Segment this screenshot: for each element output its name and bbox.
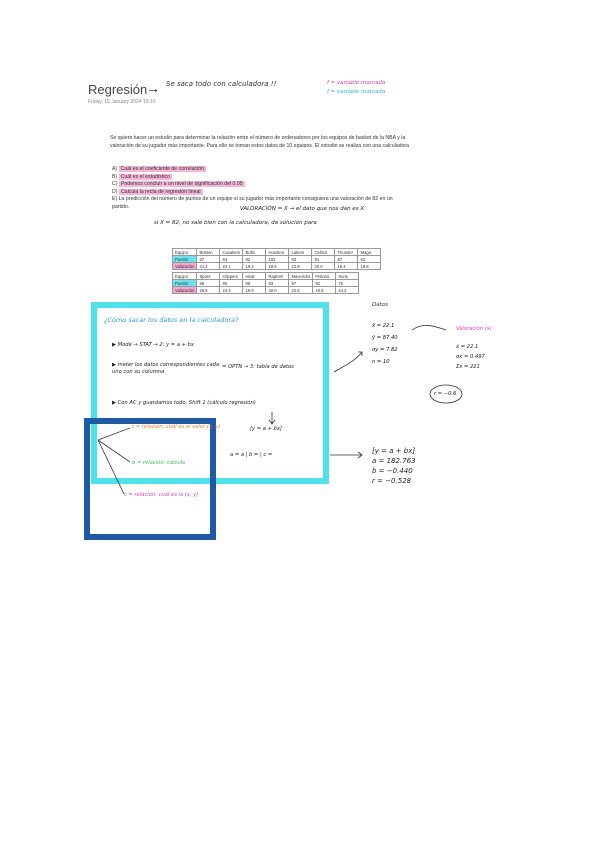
- equation-a: a = 182.763: [372, 457, 416, 465]
- equation-main: [y = a + bx]: [372, 447, 416, 455]
- result-line: σy = 7.82: [372, 347, 398, 353]
- valoracion-label: Valoración (x): [456, 326, 492, 332]
- table-row: Valoración 26.5 24.3 18.9 40.0 22.6 19.5 24.2: [173, 287, 359, 294]
- circled-result: r = −0.6: [434, 391, 457, 397]
- result-line: ẋ = 22.1: [456, 344, 479, 350]
- task-item: C) Podemos concluir a un nivel de significación del 0.05: [112, 181, 243, 188]
- valoracion-values: [456, 342, 485, 372]
- intro-paragraph: Se quiere hacer un estudio para determinar la relación entre el número de ordenadores por los equipos de basket de la NBA y la valoración de su jugador más importante. Para ello se toman estos datos de 10 equipos. El estudio se realiza con una calculadora: [110, 135, 410, 149]
- step-enter-data: ▶ meter los datos correspondientes cada uno con su columna: [112, 362, 220, 375]
- branch-r: r = relación: cuál es el valor (x, y): [132, 424, 221, 430]
- legend-pink: f = variable marcada: [327, 80, 386, 86]
- task-note: VALORACIÓN = X → el dato que nos dan es X: [240, 206, 365, 212]
- page-title: Regresión: [88, 82, 148, 97]
- legend-cyan: f = variable marcada: [327, 89, 386, 95]
- table-row: Puntos 87 84 92 102 83 91 87 82: [173, 256, 381, 263]
- result-line: ȳ = 87.40: [372, 335, 398, 341]
- task-item: E) La predicción del número de puntos de un equipo si su jugador más importante consiguiera una valoración de 82 en un partido.: [112, 196, 393, 210]
- result-line: x̄ = 22.1: [372, 323, 395, 329]
- branch-c: c = relación: cuál es la (x, y): [124, 492, 199, 498]
- handwritten-note: si X = 82, no sale bien con la calculadora, da solución para: [154, 220, 317, 226]
- formula-box: [y = a + bx]: [250, 426, 282, 432]
- step-mode: ▶ Mode → STAT → 2: y = a + bx: [112, 342, 194, 348]
- table-row: Valoración 21.4 22.1 19.2 18.5 22.9 20.0 18.4 19.8: [173, 263, 381, 270]
- regression-equation: [372, 446, 416, 486]
- task-item: A) Cuál es el coeficiente de correlación: [112, 166, 204, 172]
- page-date: Friday, 15 January 2024 10:10: [88, 99, 156, 105]
- results-title: Datos: [372, 302, 388, 308]
- step-shift: ▶ Con AC y guardamos todo, Shift 1 (cálculo regresión): [112, 400, 256, 406]
- card-title: ¿Cómo sacar los datos en la calculadora?: [104, 316, 239, 324]
- table-row: Equipo Boston Cavaliers Bulls Houston Lakers Celtics Thunder Magic: [173, 249, 381, 256]
- formula-line: a = a | b = | c =: [230, 452, 273, 458]
- result-line: σx = 0.497: [456, 354, 485, 360]
- title-handwritten-note: Se saca todo con calculadora !!: [166, 80, 277, 88]
- task-item: D) Calcula la recta de regresión lineal: [112, 188, 201, 195]
- branch-b: b = relación: cálculo: [132, 460, 186, 466]
- task-item: B) Cuál es el estadístico: [112, 173, 170, 180]
- step-optn: = OPTN → 3: tabla de datos: [222, 364, 294, 370]
- equation-b: b = −0.440: [372, 467, 413, 475]
- table-row: Puntos 86 90 88 83 97 92 75: [173, 280, 359, 287]
- arrow-icon: →: [146, 80, 160, 96]
- result-line: Σx = 221: [456, 364, 480, 370]
- table-row: Equipo Spurs Clippers Heat Raptors Mavericks Pistons Suns: [173, 273, 359, 280]
- equation-r: r = −0.528: [372, 477, 412, 485]
- result-line: n = 10: [372, 359, 390, 365]
- results-values: [372, 320, 398, 368]
